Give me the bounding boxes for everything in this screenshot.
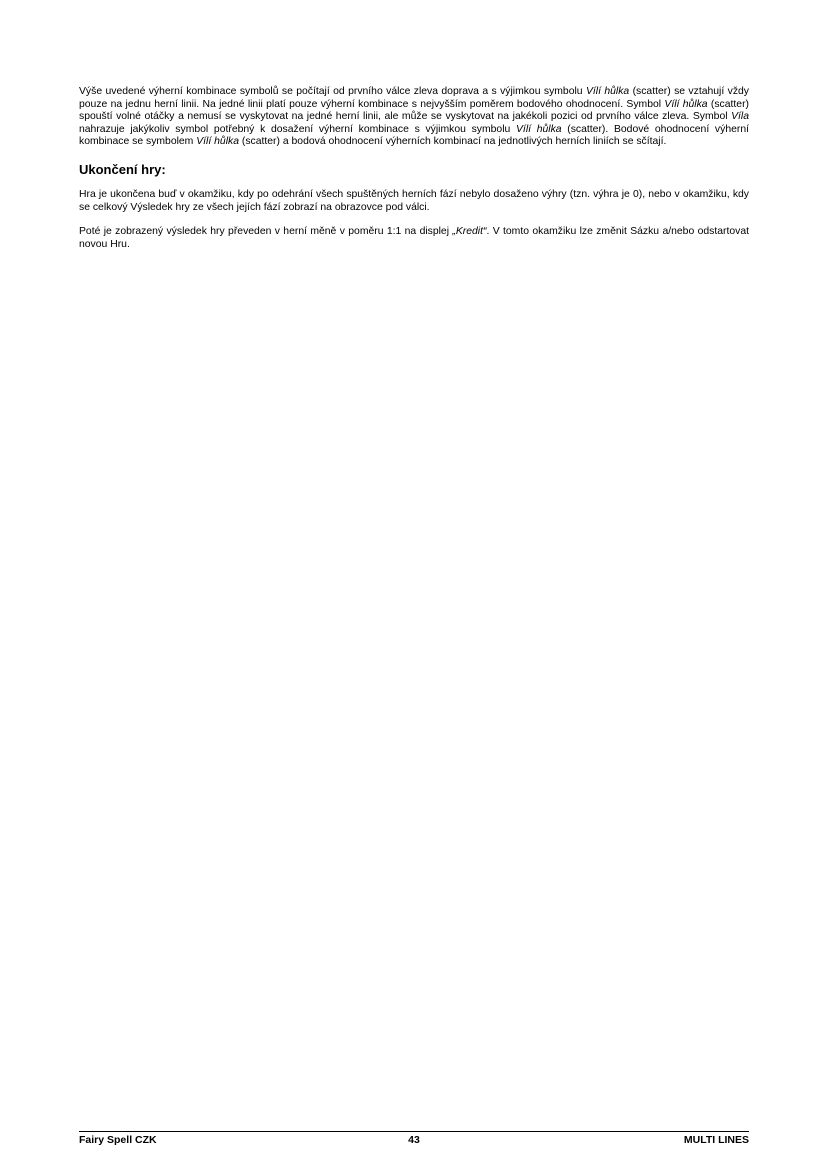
section-heading-game-end: Ukončení hry: (79, 161, 166, 177)
text-run: (scatter) se vztahují vždy pouze na jednu herní linii. Na jedné linii platí pouze výherní kombinace s nejvyšším poměrem bodového ohodnocení. Symbol (79, 86, 749, 110)
page-footer (79, 1131, 749, 1147)
paragraph-credit-transfer (79, 226, 749, 251)
italic-term: Víla (731, 111, 749, 123)
footer-game-type: MULTI LINES (683, 1134, 749, 1146)
italic-term: Vílí hůlka (585, 86, 630, 97)
text-run: nahrazuje jakýkoliv symbol potřebný k dosažení výherní kombinace s výjimkou symbolu (79, 123, 516, 135)
text-run: . V tomto okamžiku lze změnit Sázku a/nebo odstartovat novou Hru. (79, 226, 749, 250)
text-run: Výše uvedené výherní kombinace symbolů se počítají od prvního válce zleva doprava a s výjimkou symbolu (79, 86, 586, 97)
italic-term: Vílí hůlka (516, 123, 562, 135)
footer-game-title: Fairy Spell CZK (79, 1134, 157, 1146)
document-body (79, 86, 749, 251)
italic-term: Vílí hůlka (196, 136, 239, 148)
text-run: (scatter). Bodové ohodnocení výherní kombinace se symbolem (79, 123, 749, 148)
footer-page-number: 43 (408, 1134, 420, 1146)
italic-term: Vílí hůlka (664, 98, 708, 110)
paragraph-game-end: Hra je ukončena buď v okamžiku, kdy po odehrání všech spuštěných herních fází nebylo dosaženo výhry (tzn. výhra je 0), nebo v okamžiku, kdy se celkový Výsledek hry ze všech jejích fází zobrazí na obrazovce pod válci. (79, 188, 749, 213)
text-run: (scatter) a bodová ohodnocení výherních kombinací na jednotlivých herních liniích se sčítají. (238, 136, 667, 148)
text-run: Poté je zobrazený výsledek hry převeden v herní měně v poměru 1:1 na displej (79, 226, 453, 238)
text-run: (scatter) spouští volné otáčky a nemusí se vyskytovat na jedné herní linii, ale může se vyskytovat na jakékoli pozici od prvního válce zleva. Symbol (79, 98, 750, 123)
paragraph-symbol-combinations (79, 86, 749, 149)
italic-term: „Kredit“ (452, 226, 487, 238)
